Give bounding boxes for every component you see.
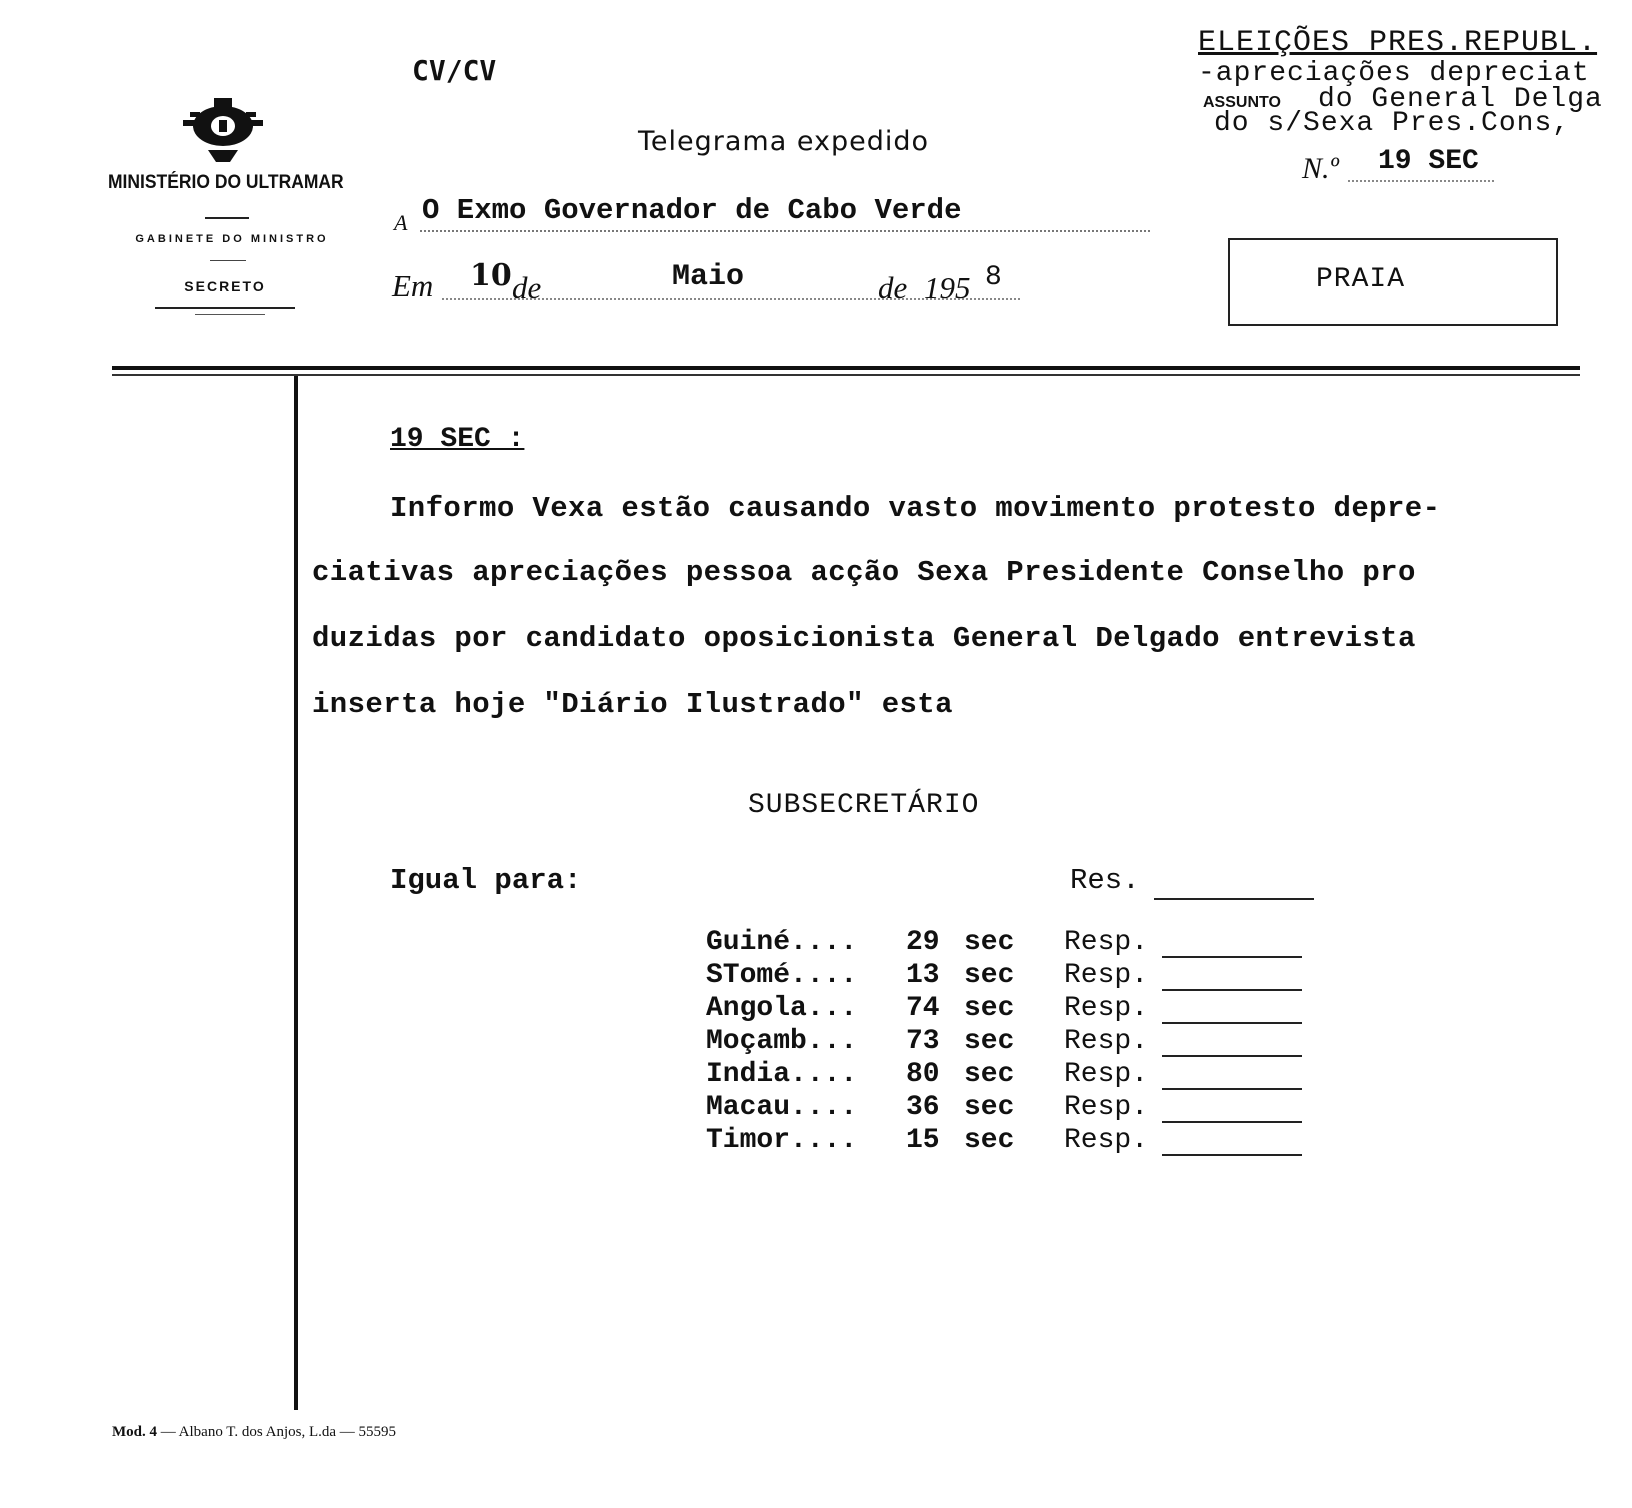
resp-label: Resp. — [1064, 993, 1149, 1024]
cabinet-name: GABINETE DO MINISTRO — [135, 233, 329, 245]
resp-blank — [1162, 1058, 1302, 1091]
signature: SUBSECRETÁRIO — [748, 790, 980, 821]
resp-blank — [1162, 959, 1302, 992]
date-connector: de — [512, 270, 542, 305]
recipient-prefix: A — [394, 210, 408, 235]
recipient-number: 36 — [906, 1092, 940, 1123]
recipient-name: Angola... — [706, 993, 858, 1024]
date-day: 10 — [470, 258, 512, 293]
subject-title: ELEIÇÕES PRES.REPUBL. — [1198, 26, 1598, 60]
recipient-number: 15 — [906, 1125, 940, 1156]
recipient-number: 29 — [906, 927, 940, 958]
divider — [195, 314, 265, 315]
recipient-name: Moçamb... — [706, 1026, 858, 1057]
recipient-code: sec — [964, 1092, 1015, 1123]
res-label: Res. — [1070, 864, 1140, 897]
message-line: ciativas apreciações pessoa acção Sexa Presidente Conselho pro — [312, 556, 1416, 589]
resp-blank — [1162, 1025, 1302, 1058]
number-value: 19 SEC — [1378, 146, 1479, 177]
destination-text: PRAIA — [1316, 264, 1406, 295]
recipient-code: sec — [964, 1125, 1015, 1156]
recipient-code: sec — [964, 1059, 1015, 1090]
divider — [210, 260, 246, 261]
coat-of-arms-icon — [178, 90, 268, 170]
recipient-name: Macau.... — [706, 1092, 858, 1123]
divider — [205, 217, 249, 219]
resp-label: Resp. — [1064, 927, 1149, 958]
resp-label: Resp. — [1064, 1026, 1149, 1057]
header-rule — [112, 374, 1580, 376]
recipient-code: sec — [964, 927, 1015, 958]
recipient-number: 74 — [906, 993, 940, 1024]
form-footer — [112, 1424, 396, 1441]
date-year-suffix: 8 — [985, 262, 1002, 293]
recipient-name: Timor.... — [706, 1125, 858, 1156]
recipient-code: sec — [964, 993, 1015, 1024]
message-id: 19 SEC : — [390, 424, 525, 455]
resp-label: Resp. — [1064, 1125, 1149, 1156]
recipient-code: sec — [964, 960, 1015, 991]
telegram-type: Telegrama expedido — [638, 126, 930, 157]
table-row — [706, 1091, 1302, 1124]
dotted-line — [1348, 180, 1494, 182]
header-rule — [112, 366, 1580, 370]
table-row — [706, 1124, 1302, 1157]
subject-line: do s/Sexa Pres.Cons, — [1214, 108, 1571, 139]
recipient-number: 73 — [906, 1026, 940, 1057]
dotted-line — [420, 230, 1150, 232]
margin-rule — [294, 376, 298, 1410]
dotted-line — [442, 298, 1020, 300]
printer-imprint: — Albano T. dos Anjos, L.da — 55595 — [160, 1424, 397, 1440]
message-line: inserta hoje "Diário Ilustrado" esta — [312, 688, 953, 721]
distribution-table — [706, 926, 1302, 1157]
recipient-number: 80 — [906, 1059, 940, 1090]
table-row — [706, 959, 1302, 992]
distribution-label: Igual para: — [390, 864, 582, 897]
date-year-prefix: 195 — [924, 270, 971, 305]
signature-blank — [1154, 898, 1314, 900]
resp-label: Resp. — [1064, 960, 1149, 991]
recipient-name: STomé.... — [706, 960, 858, 991]
subject-line: -apreciações depreciat — [1198, 58, 1590, 89]
recipient-name: Guiné.... — [706, 927, 858, 958]
resp-label: Resp. — [1064, 1059, 1149, 1090]
message-line: Informo Vexa estão causando vasto movimento protesto depre- — [390, 492, 1441, 525]
recipient-name: India.... — [706, 1059, 858, 1090]
resp-blank — [1162, 926, 1302, 959]
resp-label: Resp. — [1064, 1092, 1149, 1123]
date-prefix: Em — [392, 268, 434, 303]
divider — [155, 307, 295, 309]
message-line: duzidas por candidato oposicionista General Delgado entrevista — [312, 622, 1416, 655]
date-month: Maio — [672, 260, 745, 294]
recipient-code: sec — [964, 1026, 1015, 1057]
table-row — [706, 1058, 1302, 1091]
resp-blank — [1162, 1091, 1302, 1124]
date-connector: de — [878, 270, 908, 305]
subject-line: do General Delga — [1318, 84, 1603, 115]
ministry-name: MINISTÉRIO DO ULTRAMAR — [108, 172, 344, 193]
table-row — [706, 926, 1302, 959]
resp-blank — [1162, 992, 1302, 1025]
number-label: N.º — [1302, 152, 1339, 185]
resp-blank — [1162, 1124, 1302, 1157]
recipient-number: 13 — [906, 960, 940, 991]
reference-code: CV/CV — [412, 54, 497, 87]
table-row — [706, 1025, 1302, 1058]
subject-label: ASSUNTO — [1203, 94, 1281, 111]
form-model: Mod. 4 — [112, 1424, 157, 1440]
classification-label: SECRETO — [184, 278, 266, 294]
recipient-field: O Exmo Governador de Cabo Verde — [422, 194, 962, 227]
table-row — [706, 992, 1302, 1025]
